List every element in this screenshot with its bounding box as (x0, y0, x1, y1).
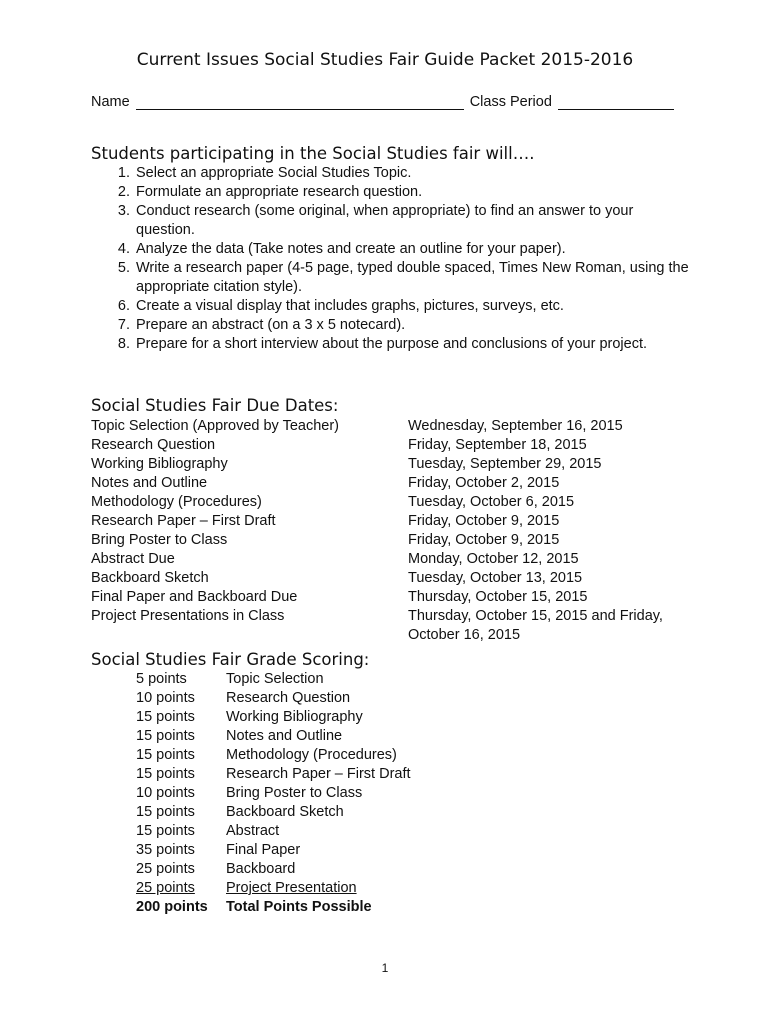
page-title: Current Issues Social Studies Fair Guide Packet 2015-2016 (136, 50, 634, 70)
score-item: Research Paper – First Draft (226, 766, 411, 782)
score-total-points: 200 points (136, 899, 208, 915)
score-points: 5 points (136, 671, 187, 687)
due-date-value: Friday, October 2, 2015 (408, 475, 560, 491)
score-item: Notes and Outline (226, 728, 343, 744)
due-date-value: Tuesday, September 29, 2015 (408, 456, 602, 472)
due-date-row (91, 417, 688, 436)
due-date-task: Working Bibliography (91, 456, 228, 472)
score-points: 10 points (136, 690, 195, 706)
score-points: 15 points (136, 709, 195, 725)
due-date-value: Friday, September 18, 2015 (408, 437, 587, 453)
name-class-row (91, 94, 674, 110)
class-period-label: Class Period (469, 94, 552, 110)
score-row (136, 841, 411, 860)
due-date-value: Monday, October 12, 2015 (408, 551, 579, 567)
due-date-row (91, 455, 688, 474)
score-item: Research Question (226, 690, 351, 706)
due-date-task: Abstract Due (91, 551, 175, 567)
step-number: 6. (117, 298, 130, 314)
score-row (136, 708, 411, 727)
step-text: Formulate an appropriate research question. (136, 184, 423, 200)
step-number: 8. (117, 336, 130, 352)
due-date-row (91, 436, 688, 455)
due-date-row (91, 493, 688, 512)
due-date-value: Tuesday, October 13, 2015 (408, 570, 583, 586)
due-date-row (91, 569, 688, 588)
step-text: Prepare for a short interview about the purpose and conclusions of your project. (136, 336, 648, 352)
step-text: Analyze the data (Take notes and create an outline for your paper). (136, 241, 566, 257)
step-item (91, 335, 691, 354)
step-number: 2. (117, 184, 130, 200)
score-item: Topic Selection (226, 671, 324, 687)
due-date-row (91, 531, 688, 550)
score-item: Final Paper (226, 842, 301, 858)
due-date-task: Research Question (91, 437, 216, 453)
due-dates-heading: Social Studies Fair Due Dates: (91, 396, 339, 415)
steps-list (91, 164, 691, 354)
score-points: 15 points (136, 804, 195, 820)
score-row (136, 746, 411, 765)
score-row (136, 879, 411, 898)
scoring-heading: Social Studies Fair Grade Scoring: (91, 650, 370, 669)
step-text: Select an appropriate Social Studies Topic. (136, 165, 412, 181)
score-row (136, 860, 411, 879)
score-row (136, 803, 411, 822)
score-item: Backboard (226, 861, 296, 877)
score-item: Methodology (Procedures) (226, 747, 397, 763)
score-row (136, 765, 411, 784)
due-date-task: Topic Selection (Approved by Teacher) (91, 418, 339, 434)
name-label: Name (91, 94, 130, 110)
step-item (91, 202, 691, 240)
name-blank-line (136, 95, 464, 110)
score-row (136, 670, 411, 689)
due-date-row (91, 588, 688, 607)
due-date-row (91, 550, 688, 569)
score-item: Abstract (226, 823, 280, 839)
score-points: 15 points (136, 728, 195, 744)
step-text: Conduct research (some original, when appropriate) to find an answer to your question. (136, 203, 634, 238)
score-row (136, 727, 411, 746)
due-date-task: Bring Poster to Class (91, 532, 228, 548)
step-number: 3. (117, 203, 130, 219)
due-date-value: Thursday, October 15, 2015 (408, 589, 588, 605)
score-points: 15 points (136, 823, 195, 839)
step-number: 1. (117, 165, 130, 181)
due-date-value: Tuesday, October 6, 2015 (408, 494, 575, 510)
score-item: Project Presentation (226, 880, 357, 896)
due-date-task: Research Paper – First Draft (91, 513, 276, 529)
step-number: 4. (117, 241, 130, 257)
score-points: 35 points (136, 842, 195, 858)
due-dates-table (91, 417, 688, 645)
step-item (91, 183, 691, 202)
due-date-value: Wednesday, September 16, 2015 (408, 418, 623, 434)
page-number: 1 (381, 961, 389, 975)
score-total-label: Total Points Possible (226, 899, 372, 915)
due-date-value: Friday, October 9, 2015 (408, 532, 560, 548)
score-row (136, 689, 411, 708)
due-date-task: Final Paper and Backboard Due (91, 589, 298, 605)
due-date-value: Thursday, October 15, 2015 and Friday, October 16, 2015 (408, 608, 663, 643)
step-number: 7. (117, 317, 130, 333)
score-points: 25 points (136, 861, 195, 877)
step-item (91, 316, 691, 335)
step-number: 5. (117, 260, 130, 276)
score-item: Working Bibliography (226, 709, 363, 725)
due-date-row (91, 474, 688, 493)
step-item (91, 240, 691, 259)
score-row (136, 822, 411, 841)
step-text: Prepare an abstract (on a 3 x 5 notecard). (136, 317, 406, 333)
score-item: Backboard Sketch (226, 804, 344, 820)
due-date-task: Project Presentations in Class (91, 608, 285, 624)
scoring-table (136, 670, 411, 917)
score-points: 15 points (136, 747, 195, 763)
due-date-row (91, 607, 688, 645)
score-points: 25 points (136, 880, 195, 896)
students-heading: Students participating in the Social Studies fair will…. (91, 144, 535, 163)
due-date-task: Notes and Outline (91, 475, 208, 491)
step-text: Write a research paper (4-5 page, typed double spaced, Times New Roman, using the appropriate citation style). (136, 260, 689, 295)
score-points: 10 points (136, 785, 195, 801)
due-date-task: Methodology (Procedures) (91, 494, 262, 510)
step-item (91, 259, 691, 297)
score-row (136, 784, 411, 803)
step-text: Create a visual display that includes graphs, pictures, surveys, etc. (136, 298, 564, 314)
due-date-row (91, 512, 688, 531)
score-points: 15 points (136, 766, 195, 782)
due-date-task: Backboard Sketch (91, 570, 209, 586)
step-item (91, 297, 691, 316)
class-period-blank-line (558, 95, 674, 110)
due-date-value: Friday, October 9, 2015 (408, 513, 560, 529)
score-item: Bring Poster to Class (226, 785, 363, 801)
score-total-row (136, 898, 411, 917)
step-item (91, 164, 691, 183)
